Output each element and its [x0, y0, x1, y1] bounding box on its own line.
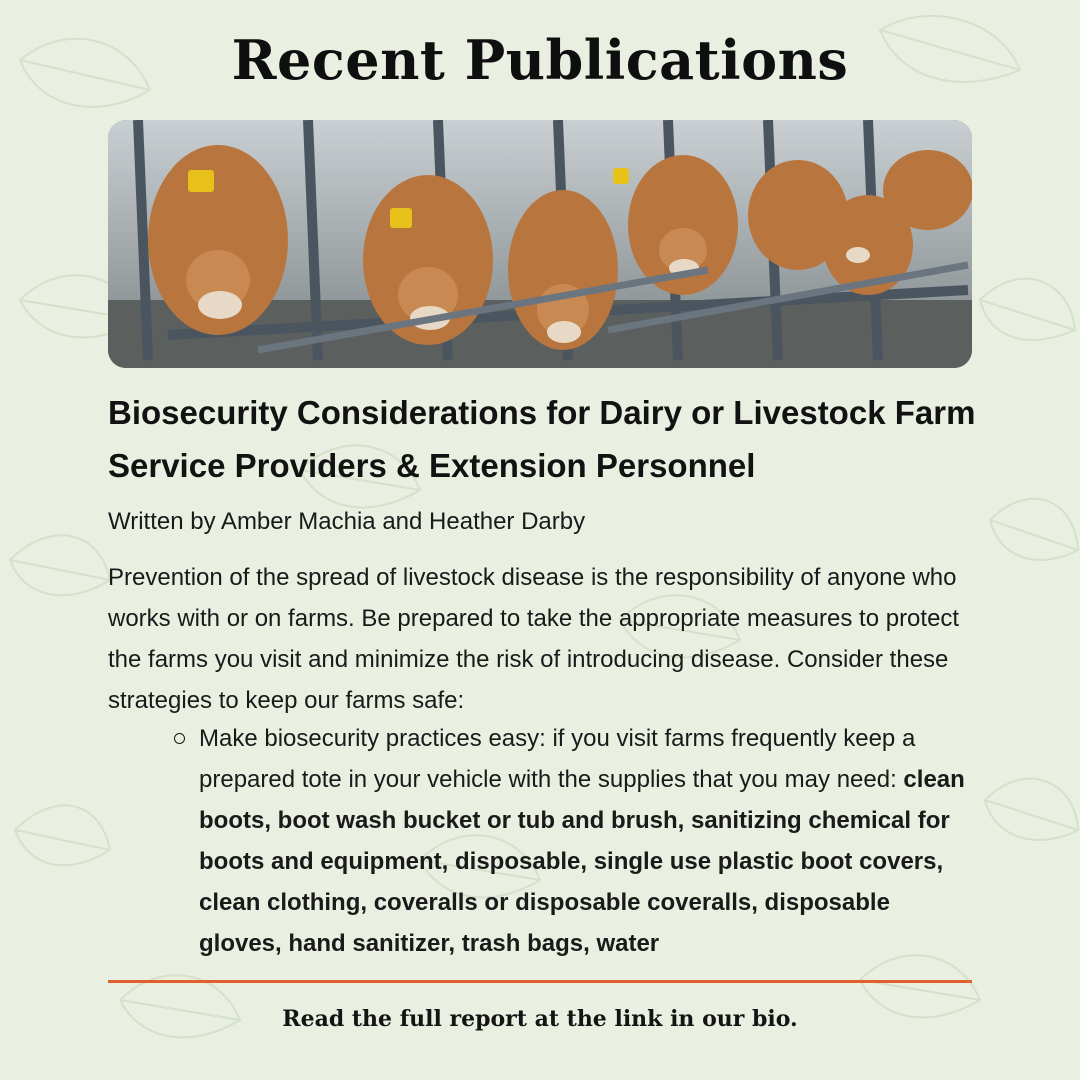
bullet-circle-icon	[174, 733, 185, 744]
page-title: Recent Publications	[231, 28, 849, 92]
dairy-cows-photo	[108, 120, 972, 368]
cow-illustration	[108, 120, 972, 368]
publication-intro: Prevention of the spread of livestock disease is the responsibility of anyone who works with or on farms. Be prepared to take the appropriate measures to protect the farms you visit and minimize the risk of introducing disease. Consider these strategies to keep our farms safe:	[108, 564, 960, 714]
publication-byline: Written by Amber Machia and Heather Darby	[108, 508, 586, 535]
bullet-lead-text: Make biosecurity practices easy: if you visit farms frequently keep a prepared tote in your vehicle with the supplies that you may need:	[199, 725, 916, 793]
footer-divider	[108, 980, 972, 983]
supply-list-bullet	[199, 718, 979, 964]
publication-title: Biosecurity Considerations for Dairy or Livestock Farm Service Providers & Extension Personnel	[108, 394, 976, 484]
footer-cta: Read the full report at the link in our bio.	[282, 1006, 798, 1032]
bullet-supplies-text: clean boots, boot wash bucket or tub and brush, sanitizing chemical for boots and equipment, disposable, single use plastic boot covers, clean clothing, coveralls or disposable coveralls, disposable gloves, hand sanitizer, trash bags, water	[199, 766, 965, 957]
